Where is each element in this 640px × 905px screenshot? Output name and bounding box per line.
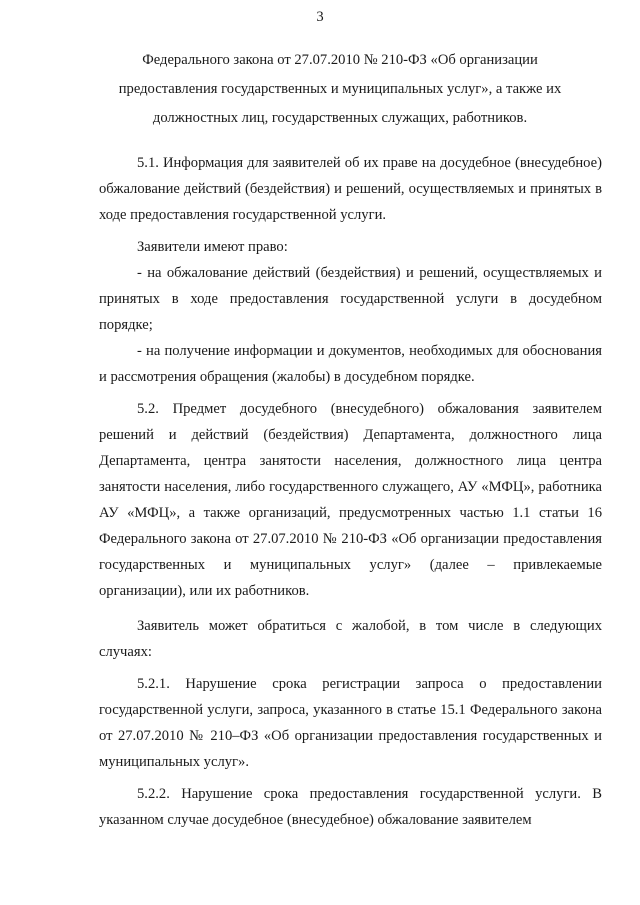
paragraph-right-information: - на получение информации и документов, необходимых для обоснования и рассмотрения обращения (жалобы) в досудебном порядке. [99, 343, 602, 385]
paragraph-5-1: 5.1. Информация для заявителей об их праве на досудебное (внесудебное) обжалование действий (бездействия) и решений, осуществляемых и принятых в ходе предоставления государственной услуги. [99, 155, 602, 223]
paragraph-5-2: 5.2. Предмет досудебного (внесудебного) обжалования заявителем решений и действий (бездействия) Департамента, должностного лица Департамента, центра занятости населения, должностного лица центра занятости населения, либо государственного служащего, АУ «МФЦ», работника АУ «МФЦ», а также организаций, предусмотренных частью 1.1 статьи 16 Федерального закона от 27.07.2010 № 210-ФЗ «Об организации предоставления государственных и муниципальных услуг» (далее – привлекаемые организации), или их работников. [99, 401, 602, 599]
paragraph-right-appeal: - на обжалование действий (бездействия) и решений, осуществляемых и принятых в ходе предоставления государственной услуги в досудебном порядке; [99, 265, 602, 333]
heading-line: должностных лиц, государственных служащих, работников. [152, 110, 528, 126]
document-body [99, 150, 602, 833]
paragraph-5-2-1: 5.2.1. Нарушение срока регистрации запроса о предоставлении государственной услуги, запроса, указанного в статье 15.1 Федерального закона от 27.07.2010 № 210–ФЗ «Об организации предоставления государственных и муниципальных услуг». [99, 676, 602, 770]
heading-line: предоставления государственных и муниципальных услуг», а также их [118, 81, 562, 97]
paragraph-applicants-rights: Заявители имеют право: [137, 239, 288, 255]
paragraph-5-2-2: 5.2.2. Нарушение срока предоставления государственной услуги. В указанном случае досудебное (внесудебное) обжалование заявителем [99, 786, 602, 828]
page-number: 3 [316, 9, 324, 25]
section-heading [100, 46, 580, 133]
heading-line: Федерального закона от 27.07.2010 № 210-ФЗ «Об организации [142, 52, 538, 68]
paragraph-complaint-cases: Заявитель может обратиться с жалобой, в том числе в следующих случаях: [99, 618, 602, 660]
